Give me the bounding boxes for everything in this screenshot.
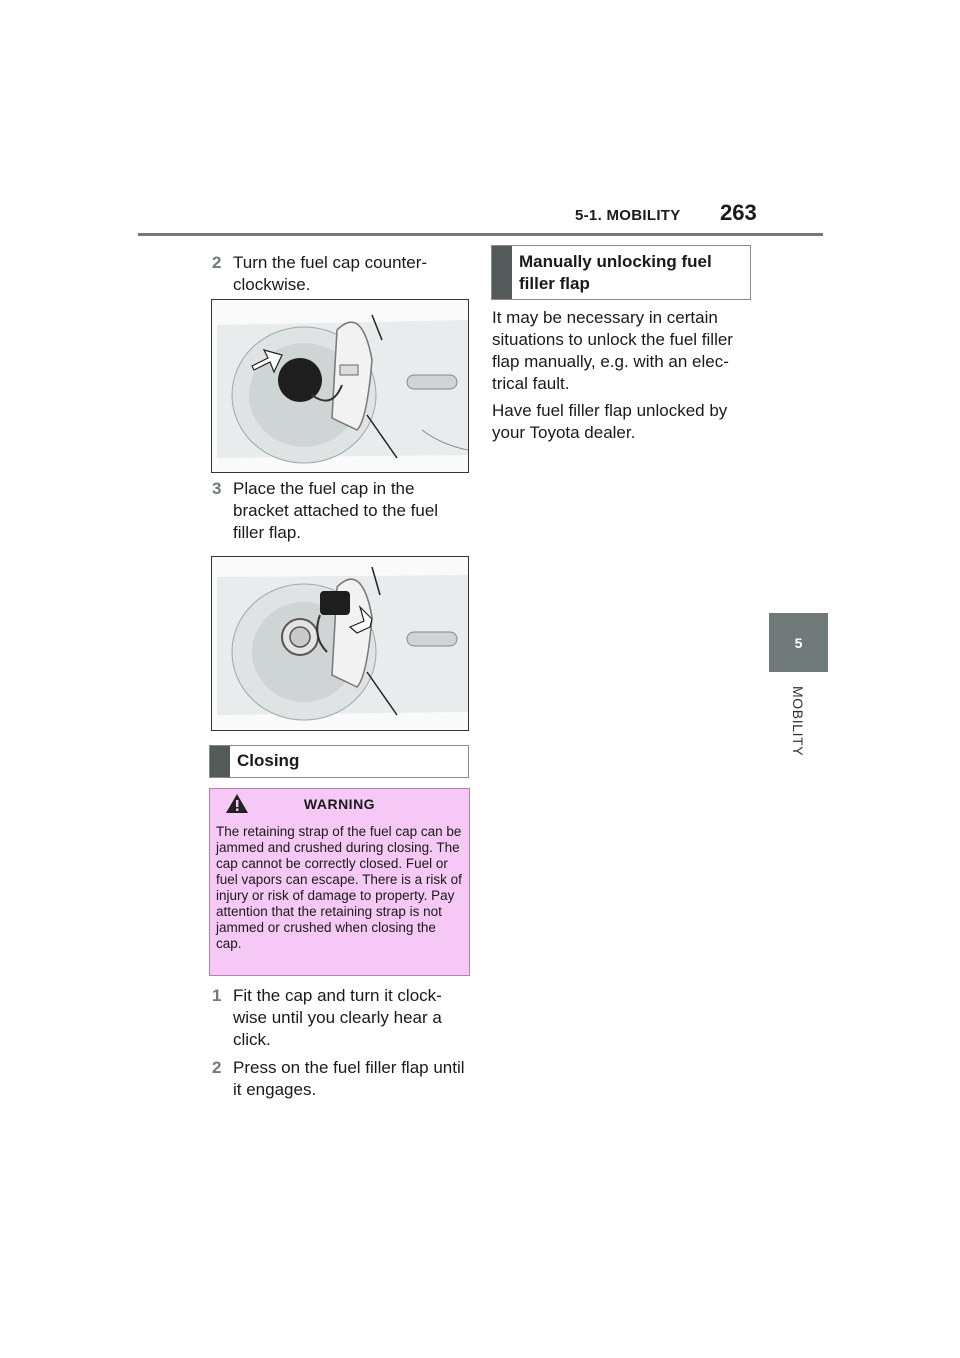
heading-bar [492, 246, 512, 299]
step-text: Turn the fuel cap counter-clockwise. [233, 253, 428, 294]
step-number: 2 [212, 1058, 222, 1077]
heading-text: Manually unlocking fuel filler flap [519, 252, 712, 293]
step-text: Press on the fuel filler flap until it engages. [233, 1058, 465, 1099]
step-press-flap [212, 1057, 472, 1101]
step-number: 2 [212, 253, 222, 272]
figure-turn-cap [211, 299, 469, 473]
section-heading-manual-unlock [491, 245, 751, 300]
warning-title: WARNING [303, 796, 376, 812]
paragraph-manual-unlock: It may be necessary in certain situations to unlock the fuel filler flap manually, e.g. with an elec-trical fault. [492, 308, 733, 393]
chapter-label: MOBILITY [790, 686, 806, 757]
page-number: 263 [720, 200, 757, 225]
step-text: Fit the cap and turn it clock-wise until you clearly hear a click. [233, 986, 442, 1049]
chapter-tab: 5 [769, 613, 828, 672]
heading-text: Closing [237, 751, 300, 770]
paragraph-dealer: Have fuel filler flap unlocked by your Toyota dealer. [492, 401, 728, 442]
step-turn-cap [212, 252, 472, 296]
warning-box [209, 788, 470, 976]
step-number: 1 [212, 986, 222, 1005]
step-fit-cap [212, 985, 472, 1051]
header-rule [138, 233, 823, 236]
section-title: 5-1. MOBILITY [575, 207, 681, 224]
warning-text: The retaining strap of the fuel cap can be jammed and crushed during closing. The cap cannot be correctly closed. Fuel or fuel vapors can escape. There is a risk of injury or risk of damage to property. Pay attention that the retaining strap is not jammed or crushed when closing the cap. [216, 824, 462, 951]
step-text: Place the fuel cap in the bracket attached to the fuel filler flap. [233, 479, 439, 542]
heading-bar [210, 746, 230, 777]
step-number: 3 [212, 479, 222, 498]
step-place-cap [212, 478, 472, 544]
figure-place-cap [211, 556, 469, 731]
section-heading-closing [209, 745, 469, 778]
